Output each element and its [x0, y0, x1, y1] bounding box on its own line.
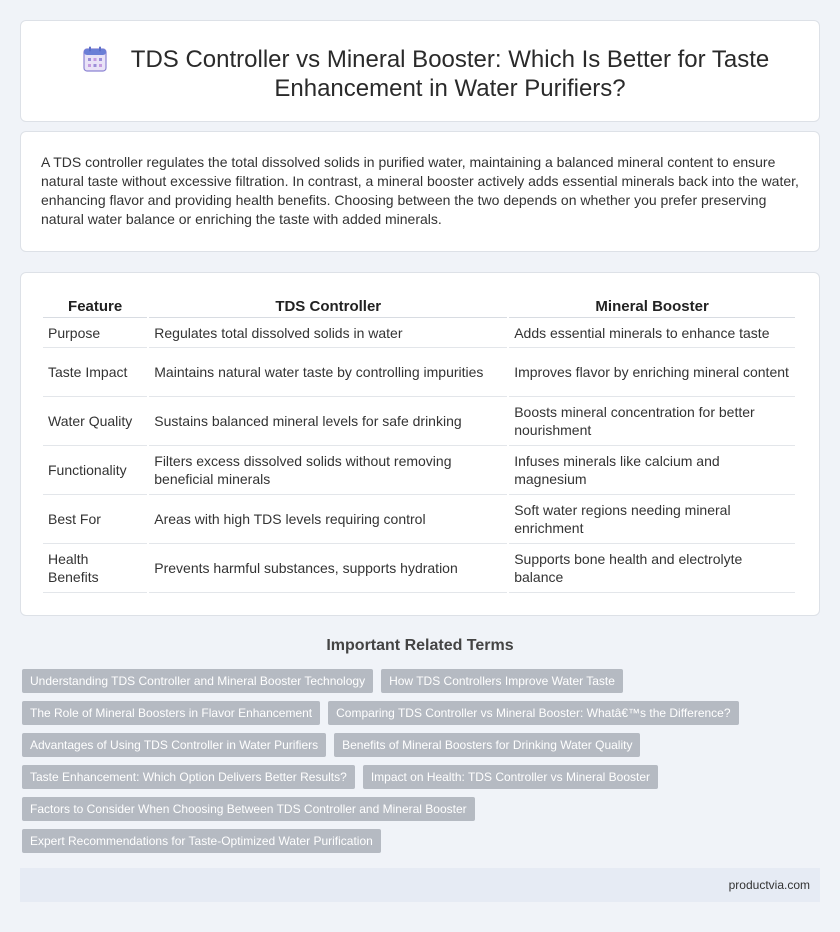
- table-cell-mineral: Soft water regions needing mineral enrichment: [509, 495, 795, 544]
- related-terms-list: [22, 669, 802, 853]
- comparison-card: [20, 272, 820, 616]
- table-cell-mineral: Improves flavor by enriching mineral content: [509, 348, 795, 397]
- comparison-table: [41, 295, 797, 593]
- footer: [20, 868, 820, 902]
- related-term-tag[interactable]: Taste Enhancement: Which Option Delivers Better Results?: [22, 765, 355, 789]
- related-term-tag[interactable]: Understanding TDS Controller and Mineral Booster Technology: [22, 669, 373, 693]
- table-row: [43, 495, 795, 544]
- column-header-tds-controller: TDS Controller: [149, 295, 507, 318]
- header-card: [20, 20, 820, 122]
- table-row: [43, 397, 795, 446]
- intro-paragraph: A TDS controller regulates the total dissolved solids in purified water, maintaining a balanced mineral content to ensure natural taste without excessive filtration. In contrast, a mineral booster actively adds essential minerals back into the water, enhancing flavor and providing health benefits. Choosing between the two depends on whether you prefer preserving natural water balance or enriching the taste with added minerals.: [41, 154, 799, 227]
- related-term-tag[interactable]: Benefits of Mineral Boosters for Drinking Water Quality: [334, 733, 640, 757]
- table-row: [43, 348, 795, 397]
- column-header-mineral-booster: Mineral Booster: [509, 295, 795, 318]
- calendar-icon: [83, 46, 107, 72]
- table-cell-feature: Best For: [43, 495, 147, 544]
- table-header-row: [43, 295, 795, 318]
- table-cell-mineral: Supports bone health and electrolyte balance: [509, 544, 795, 593]
- related-term-tag[interactable]: How TDS Controllers Improve Water Taste: [381, 669, 623, 693]
- table-row: [43, 318, 795, 348]
- related-term-tag[interactable]: The Role of Mineral Boosters in Flavor Enhancement: [22, 701, 320, 725]
- related-term-tag[interactable]: Advantages of Using TDS Controller in Water Purifiers: [22, 733, 326, 757]
- footer-brand[interactable]: productvia.com: [728, 878, 810, 892]
- table-row: [43, 446, 795, 495]
- related-term-tag[interactable]: Expert Recommendations for Taste-Optimized Water Purification: [22, 829, 381, 853]
- table-cell-mineral: Adds essential minerals to enhance taste: [509, 318, 795, 348]
- table-cell-feature: Functionality: [43, 446, 147, 495]
- table-cell-feature: Purpose: [43, 318, 147, 348]
- related-terms-title: Important Related Terms: [326, 637, 514, 654]
- table-cell-feature: Taste Impact: [43, 348, 147, 397]
- table-cell-tds: Filters excess dissolved solids without removing beneficial minerals: [149, 446, 507, 495]
- related-term-tag[interactable]: Factors to Consider When Choosing Between TDS Controller and Mineral Booster: [22, 797, 475, 821]
- page-title: TDS Controller vs Mineral Booster: Which Is Better for Taste Enhancement in Water Purifiers?: [130, 46, 770, 102]
- table-cell-tds: Maintains natural water taste by controlling impurities: [149, 348, 507, 397]
- related-term-tag[interactable]: Comparing TDS Controller vs Mineral Booster: Whatâ€™s the Difference?: [328, 701, 738, 725]
- table-cell-tds: Areas with high TDS levels requiring control: [149, 495, 507, 544]
- table-cell-feature: Health Benefits: [43, 544, 147, 593]
- table-row: [43, 544, 795, 593]
- intro-card: [20, 131, 820, 252]
- table-cell-mineral: Infuses minerals like calcium and magnesium: [509, 446, 795, 495]
- related-term-tag[interactable]: Impact on Health: TDS Controller vs Mineral Booster: [363, 765, 658, 789]
- table-cell-tds: Sustains balanced mineral levels for safe drinking: [149, 397, 507, 446]
- table-cell-tds: Prevents harmful substances, supports hydration: [149, 544, 507, 593]
- table-cell-mineral: Boosts mineral concentration for better nourishment: [509, 397, 795, 446]
- table-cell-feature: Water Quality: [43, 397, 147, 446]
- column-header-feature: Feature: [43, 295, 147, 318]
- table-cell-tds: Regulates total dissolved solids in water: [149, 318, 507, 348]
